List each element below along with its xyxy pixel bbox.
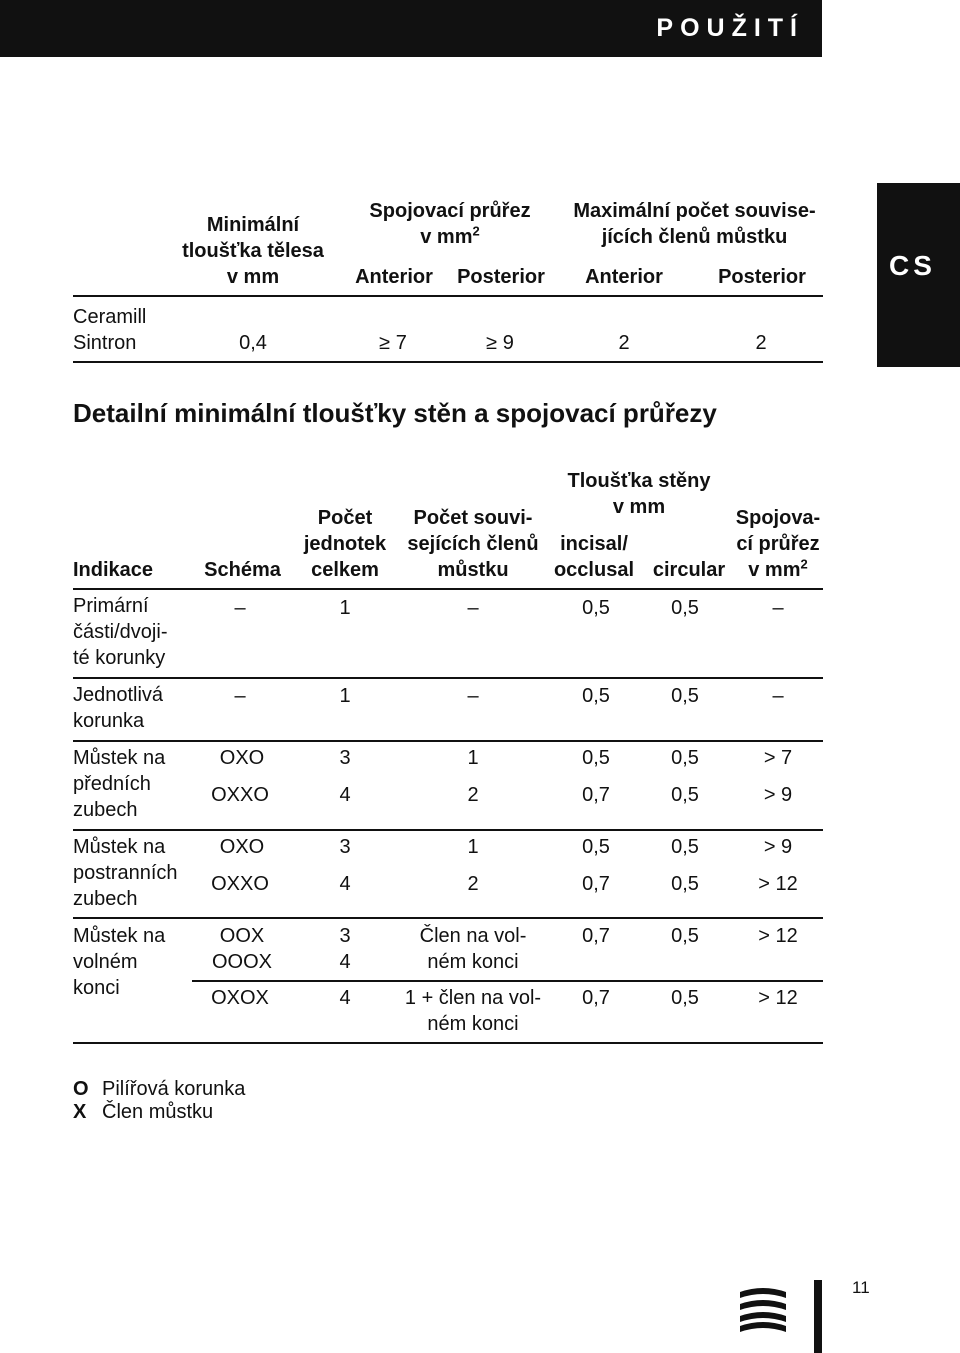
t2-row4a-circular: 0,5 bbox=[671, 836, 699, 858]
language-tab-label: CS bbox=[889, 250, 936, 281]
t2-row4b-connected: 2 bbox=[467, 873, 479, 895]
t1-sub-anterior-2: Anterior bbox=[585, 266, 663, 288]
t1-row-name: Ceramill Sintron bbox=[73, 306, 147, 354]
t2-col-units-total: Počet jednotek celkem bbox=[303, 507, 387, 581]
t2-col-wall: Tloušťka stěny v mm bbox=[567, 470, 711, 518]
page-number: 11 bbox=[852, 1278, 870, 1297]
header-title: POUŽITÍ bbox=[656, 14, 804, 42]
t2-row5b-connector: > 12 bbox=[758, 987, 798, 1009]
t2-row3b-units: 4 bbox=[339, 784, 351, 806]
t2-row-rule bbox=[73, 677, 823, 679]
t2-row5a-units: 3 4 bbox=[339, 925, 351, 973]
t2-row4a-schema: OXO bbox=[219, 836, 265, 858]
t1-sub-anterior-1: Anterior bbox=[355, 266, 433, 288]
legend-symbol: O bbox=[73, 1078, 89, 1100]
t2-row2-schema: – bbox=[234, 685, 246, 707]
t2-row2-connected: – bbox=[467, 685, 479, 707]
t2-row3a-connector: > 7 bbox=[763, 747, 793, 769]
t2-row3a-connected: 1 bbox=[467, 747, 479, 769]
t2-row1-indication: Primární části/dvoji- té korunky bbox=[73, 595, 168, 669]
t1-sub-posterior-1: Posterior bbox=[457, 266, 545, 288]
t2-row-rule bbox=[73, 740, 823, 742]
t1-col-max-units: Maximální počet souvise- jících členů můstku bbox=[573, 200, 816, 248]
t2-row5a-schema: OOX OOOX bbox=[211, 925, 272, 973]
t2-row4-indication: Můstek na postranních zubech bbox=[73, 836, 178, 910]
t2-row3b-circular: 0,5 bbox=[671, 784, 699, 806]
t2-row4b-circular: 0,5 bbox=[671, 873, 699, 895]
t1-row-conn-ant: ≥ 7 bbox=[379, 332, 407, 354]
t2-col-circular: circular bbox=[652, 559, 726, 581]
t1-row-min: 0,4 bbox=[239, 332, 267, 354]
language-tab bbox=[877, 183, 960, 367]
t2-row3a-units: 3 bbox=[339, 747, 351, 769]
t2-row1-connected: – bbox=[467, 597, 479, 619]
t2-col-connector: Spojova- cí průřez v $mm^2$ bbox=[735, 507, 821, 581]
t2-row5a-connected: Člen na vol- ném konci bbox=[419, 925, 527, 973]
legend-item-pillar bbox=[73, 1078, 245, 1101]
t2-row1-schema: – bbox=[234, 597, 246, 619]
t2-row4a-incisal: 0,5 bbox=[582, 836, 610, 858]
t2-row1-units: 1 bbox=[339, 597, 351, 619]
footer-bar bbox=[814, 1280, 822, 1353]
legend-item-member bbox=[73, 1101, 213, 1124]
t2-row5b-units: 4 bbox=[339, 987, 351, 1009]
t2-row2-indication: Jednotlivá korunka bbox=[73, 684, 164, 732]
t2-row5b-incisal: 0,7 bbox=[582, 987, 610, 1009]
t1-sub-posterior-2: Posterior bbox=[718, 266, 806, 288]
t1-col-min-thickness: Minimální tloušťka tělesa v mm bbox=[182, 214, 324, 288]
t1-row-max-ant: 2 bbox=[618, 332, 630, 354]
t2-row4a-connector: > 9 bbox=[763, 836, 793, 858]
t2-row5b-circular: 0,5 bbox=[671, 987, 699, 1009]
t2-row4b-schema: OXXO bbox=[211, 873, 269, 895]
t2-row1-circular: 0,5 bbox=[671, 597, 699, 619]
legend-text: Člen můstku bbox=[102, 1101, 214, 1123]
legend-symbol: X bbox=[73, 1101, 87, 1123]
t2-row2-circular: 0,5 bbox=[671, 685, 699, 707]
t2-col-indication: Indikace bbox=[73, 559, 154, 581]
t1-header-rule bbox=[73, 295, 823, 297]
t2-row4a-units: 3 bbox=[339, 836, 351, 858]
t2-row4b-incisal: 0,7 bbox=[582, 873, 610, 895]
t2-row5b-schema: OXOX bbox=[211, 987, 269, 1009]
t1-bottom-rule bbox=[73, 361, 823, 363]
t2-row5b-connected: 1 + člen na vol- ném konci bbox=[404, 987, 542, 1035]
t2-row3b-schema: OXXO bbox=[211, 784, 269, 806]
t2-col-connected: Počet souvi- sejících členů můstku bbox=[407, 507, 539, 581]
t2-row2-connector: – bbox=[772, 685, 784, 707]
t2-subrow-rule bbox=[192, 980, 823, 982]
brand-stripes-icon bbox=[738, 1286, 788, 1332]
t2-row1-incisal: 0,5 bbox=[582, 597, 610, 619]
t2-row3b-incisal: 0,7 bbox=[582, 784, 610, 806]
t2-row3a-incisal: 0,5 bbox=[582, 747, 610, 769]
t2-row3-indication: Můstek na předních zubech bbox=[73, 747, 166, 821]
t2-row4b-units: 4 bbox=[339, 873, 351, 895]
t1-row-max-post: 2 bbox=[755, 332, 767, 354]
t1-row-conn-post: ≥ 9 bbox=[486, 332, 514, 354]
t2-row2-units: 1 bbox=[339, 685, 351, 707]
t2-header-rule bbox=[73, 588, 823, 590]
t2-row5a-circular: 0,5 bbox=[671, 925, 699, 947]
legend-text: Pilířová korunka bbox=[102, 1078, 246, 1100]
t2-row3a-schema: OXO bbox=[219, 747, 265, 769]
t2-row3a-circular: 0,5 bbox=[671, 747, 699, 769]
t2-row5a-incisal: 0,7 bbox=[582, 925, 610, 947]
section-title: Detailní minimální tloušťky stěn a spojovací průřezy bbox=[73, 398, 717, 428]
t2-col-incisal: incisal/ occlusal bbox=[553, 533, 635, 581]
t2-bottom-rule bbox=[73, 1042, 823, 1044]
t2-row2-incisal: 0,5 bbox=[582, 685, 610, 707]
t1-col-connector: Spojovací průřez v $mm^2$ bbox=[369, 200, 531, 248]
t2-row5a-connector: > 12 bbox=[758, 925, 798, 947]
header-bar bbox=[0, 0, 822, 57]
t2-row-rule bbox=[73, 917, 823, 919]
t2-row3b-connector: > 9 bbox=[763, 784, 793, 806]
t2-col-schema: Schéma bbox=[204, 559, 281, 581]
t2-row5-indication: Můstek na volném konci bbox=[73, 925, 166, 999]
t2-row1-connector: – bbox=[772, 597, 784, 619]
t2-row4a-connected: 1 bbox=[467, 836, 479, 858]
t2-row4b-connector: > 12 bbox=[758, 873, 798, 895]
t2-row-rule bbox=[73, 829, 823, 831]
t2-row3b-connected: 2 bbox=[467, 784, 479, 806]
